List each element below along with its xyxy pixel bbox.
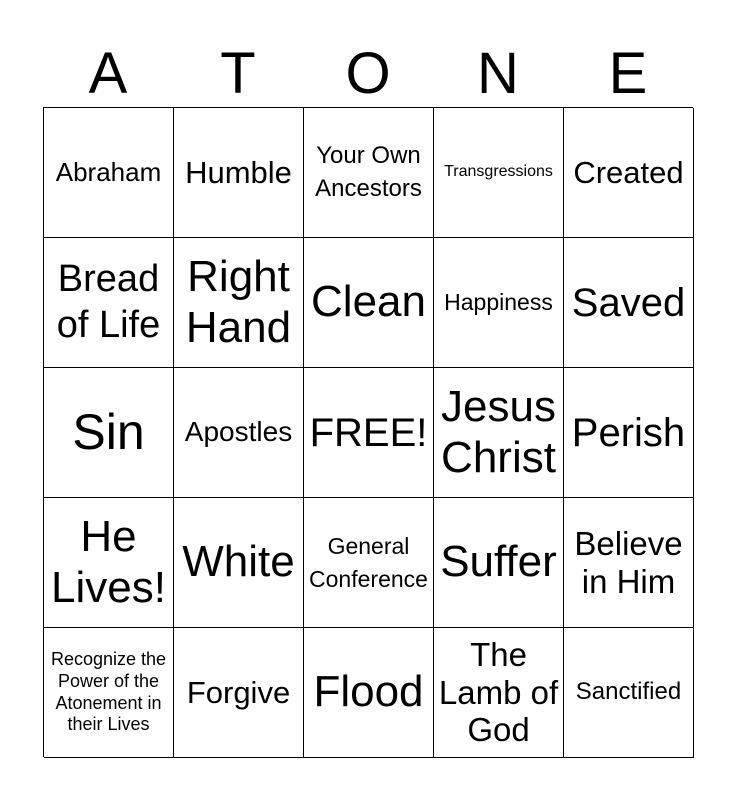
cell-text: The Lamb of God (438, 635, 559, 749)
bingo-cell[interactable] (44, 498, 174, 628)
bingo-cell[interactable] (434, 368, 564, 498)
bingo-cell[interactable] (304, 108, 434, 238)
bingo-cell[interactable] (434, 238, 564, 368)
title-letter-t: T (220, 41, 256, 106)
bingo-cell[interactable] (304, 498, 434, 628)
cell-text: Created (573, 154, 684, 190)
bingo-cell[interactable] (174, 628, 304, 758)
cell-text: Apostles (184, 416, 293, 448)
cell-text: Sin (72, 403, 145, 460)
cell-text: Suffer (440, 537, 557, 587)
bingo-cell[interactable] (174, 108, 304, 238)
cell-text: Flood (313, 667, 424, 717)
title-letter-n: N (477, 41, 519, 106)
cell-text: FREE! (309, 410, 428, 455)
bingo-cell[interactable] (174, 498, 304, 628)
bingo-cell[interactable] (564, 108, 694, 238)
bingo-cell[interactable] (564, 498, 694, 628)
bingo-cell[interactable] (44, 108, 174, 238)
cell-text: Saved (571, 280, 686, 325)
cell-text: Believe in Him (574, 524, 683, 600)
bingo-cell[interactable] (434, 498, 564, 628)
bingo-cell[interactable] (304, 368, 434, 498)
cell-text: Right Hand (185, 251, 292, 352)
cell-text: Clean (311, 277, 426, 327)
bingo-cell[interactable] (434, 628, 564, 758)
bingo-title (43, 40, 693, 108)
cell-text: Recognize the Power of the Atonement in their Lives (50, 649, 167, 735)
cell-text: Abraham (55, 156, 162, 187)
bingo-cell[interactable] (564, 368, 694, 498)
title-letter-e: E (608, 41, 648, 106)
cell-text: Bread of Life (56, 257, 161, 346)
cell-text: Perish (571, 410, 686, 455)
bingo-cell[interactable] (44, 628, 174, 758)
cell-text: General Conference (309, 533, 428, 592)
cell-text: He Lives! (51, 511, 166, 612)
bingo-cell[interactable] (564, 238, 694, 368)
cell-text: Forgive (186, 674, 291, 710)
bingo-board (43, 107, 693, 757)
cell-text: Jesus Christ (441, 381, 556, 482)
cell-text: Transgressions (444, 163, 553, 181)
cell-text: Sanctified (575, 678, 682, 706)
title-letter-o: O (345, 41, 391, 106)
cell-text: Your Own Ancestors (315, 142, 422, 202)
bingo-cell[interactable] (304, 628, 434, 758)
bingo-cell[interactable] (174, 238, 304, 368)
title-letter-a: A (88, 41, 128, 106)
bingo-cell[interactable] (434, 108, 564, 238)
cell-text: White (182, 537, 295, 587)
cell-text: Humble (185, 154, 292, 190)
bingo-cell[interactable] (174, 368, 304, 498)
bingo-cell[interactable] (304, 238, 434, 368)
bingo-cell[interactable] (564, 628, 694, 758)
cell-text: Happiness (444, 289, 553, 316)
bingo-cell[interactable] (44, 368, 174, 498)
bingo-cell[interactable] (44, 238, 174, 368)
